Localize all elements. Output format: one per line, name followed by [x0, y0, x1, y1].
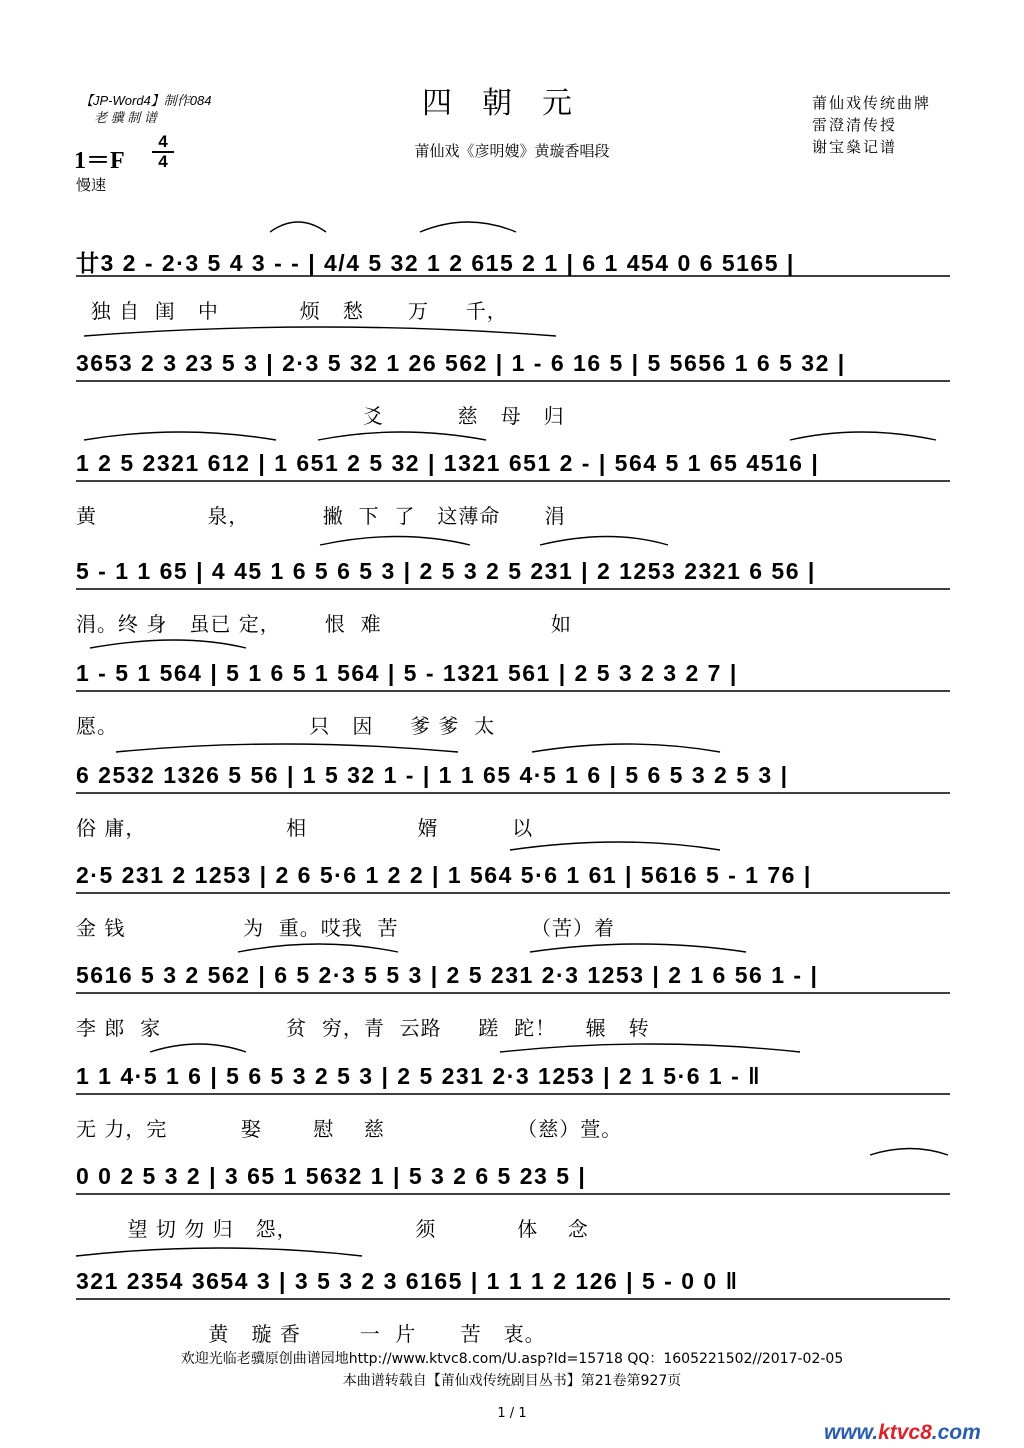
score-lyric-line: 金 钱 为 重。哎我 苦 （苦）着 — [76, 916, 615, 940]
source-line-2: 雷澄清传授 — [812, 116, 898, 134]
score-music-line: 5 - 1 1 65 | 4 45 1 6 5 6 5 3 | 2 5 3 2 5 231 | 2 1253 2321 6 56 | — [76, 558, 816, 584]
site-watermark — [824, 1421, 981, 1445]
page-number: 1 / 1 — [497, 1406, 527, 1421]
score-lyric-line: 俗 庸， 相 婿 以 — [76, 816, 534, 840]
watermark-suffix: .com — [931, 1421, 981, 1444]
score-music-line: 5616 5 3 2 562 | 6 5 2·3 5 5 3 | 2 5 231 2·3 1253 | 2 1 6 56 1 - | — [76, 962, 819, 988]
score-lyric-line: 望 切 勿 归 怨， 须 体 念 — [76, 1217, 589, 1241]
time-numerator: 4 — [152, 133, 174, 153]
score-music-line: 6 2532 1326 5 56 | 1 5 32 1 - | 1 1 65 4·5 1 6 | 5 6 5 3 2 5 3 | — [76, 762, 789, 788]
score-lyric-line: 愿。 只 因 爹 爹 太 — [76, 714, 496, 738]
source-line-1: 莆仙戏传统曲牌 — [812, 94, 932, 112]
score-music-line: 3653 2 3 23 5 3 | 2·3 5 32 1 26 562 | 1 - 6 16 5 | 5 5656 1 6 5 32 | — [76, 350, 846, 376]
score-music-line: 1 - 5 1 564 | 5 1 6 5 1 564 | 5 - 1321 561 | 2 5 3 2 3 2 7 | — [76, 660, 738, 686]
watermark-prefix: www. — [824, 1421, 879, 1444]
score-lyric-line: 黄 璇 香 一 片 苦 衷。 — [76, 1322, 546, 1346]
score-lyric-line: 独 自 闺 中 烦 愁 万 千， — [76, 299, 508, 323]
score-music-line: 1 1 4·5 1 6 | 5 6 5 3 2 5 3 | 2 5 231 2·3 1253 | 2 1 5·6 1 - ‖ — [76, 1063, 762, 1089]
score-lyric-line: 涓。终 身 虽已 定， 恨 难 如 — [76, 612, 572, 636]
score-music-line: 321 2354 3654 3 | 3 5 3 2 3 6165 | 1 1 1 2 126 | 5 - 0 0 ‖ — [76, 1268, 739, 1294]
score-lyric-line: 李 郎 家 贫 穷，青 云路 蹉 跎！ 辗 转 — [76, 1016, 650, 1040]
maker-line-1: 【JP-Word4】制作084 — [80, 93, 212, 108]
maker-line-2: 老 骥 制 谱 — [94, 110, 157, 125]
time-denominator: 4 — [158, 152, 168, 171]
tempo-marking: 慢速 — [76, 176, 107, 194]
source-line-3: 谢宝燊记谱 — [812, 138, 898, 156]
score-music-line: 2·5 231 2 1253 | 2 6 5·6 1 2 2 | 1 564 5·6 1 61 | 5616 5 - 1 76 | — [76, 862, 812, 888]
score-music-line: 廿3 2 - 2·3 5 4 3 - - | 4/4 5 32 1 2 615 2 1 | 6 1 454 0 6 5165 | — [76, 250, 795, 276]
score-music-line: 1 2 5 2321 612 | 1 651 2 5 32 | 1321 651 2 - | 564 5 1 65 4516 | — [76, 450, 820, 476]
score-lyric-line: 无 力，完 娶 慰 慈 （慈）萱。 — [76, 1117, 623, 1141]
footer-source-line: 本曲谱转载自【莆仙戏传统剧目丛书】第21卷第927页 — [342, 1373, 682, 1389]
page-subtitle: 莆仙戏《彦明嫂》黄璇香唱段 — [414, 142, 610, 160]
watermark-brand: ktvc8 — [878, 1421, 932, 1444]
key-signature: 1＝F — [74, 148, 125, 174]
footer-website-line: 欢迎光临老骥原创曲谱园地http://www.ktvc8.com/U.asp?Id=15718 QQ：1605221502//2017-02-05 — [180, 1351, 844, 1367]
score-music-line: 0 0 2 5 3 2 | 3 65 1 5632 1 | 5 3 2 6 5 23 5 | — [76, 1163, 587, 1189]
score-lyric-line: 爻 慈 母 归 — [76, 404, 565, 428]
score-lyric-line: 黄 泉， 撇 下 了 这薄命 涓 — [76, 504, 566, 528]
page-title: 四朝元 — [422, 86, 602, 121]
